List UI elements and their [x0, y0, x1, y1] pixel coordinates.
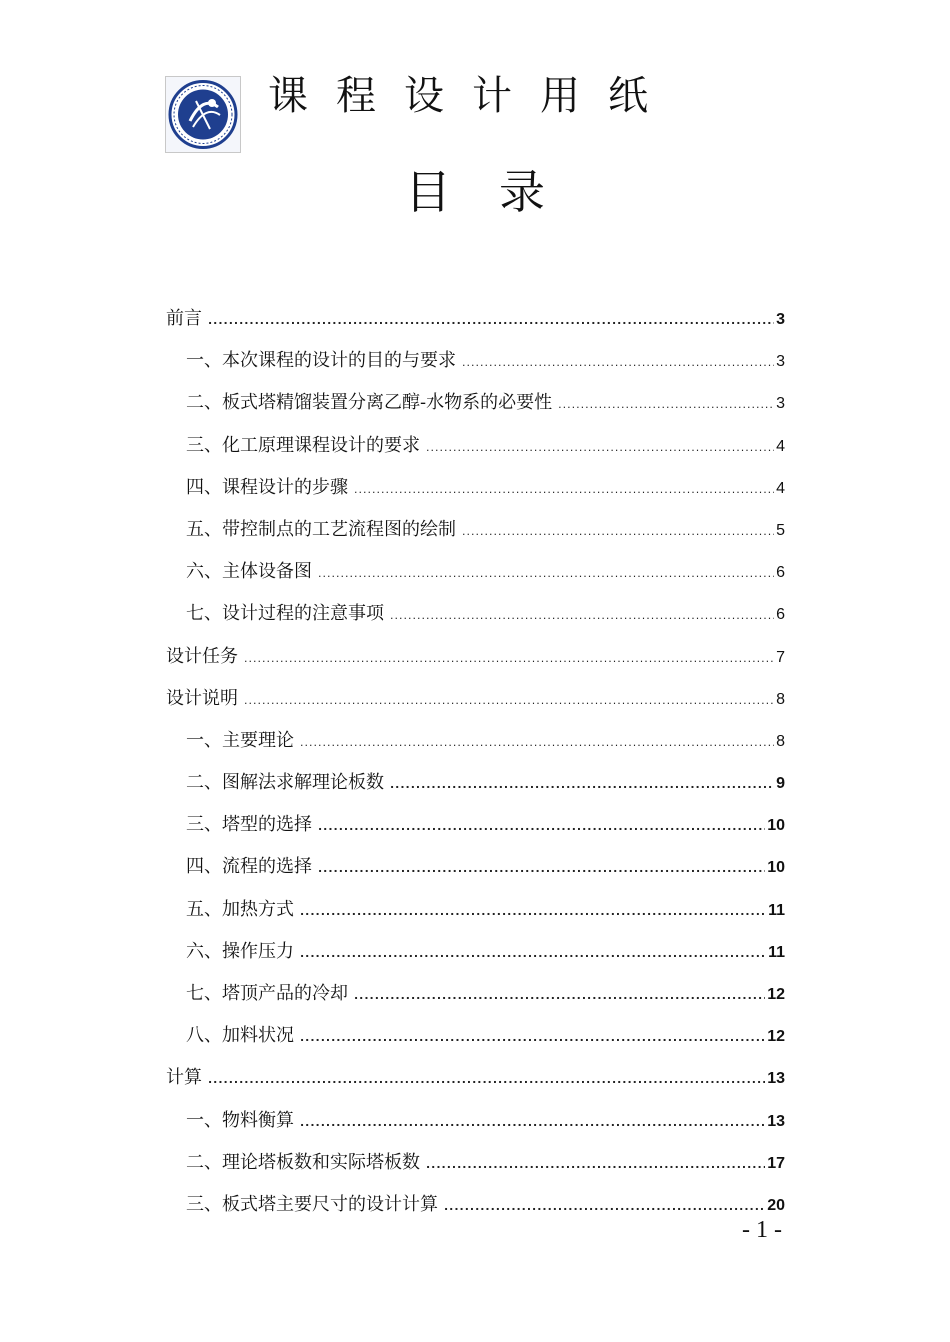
toc-entry-page: 17 [767, 1154, 785, 1172]
toc-entry-title: 八、加料状况 [186, 1025, 294, 1047]
toc-entry[interactable] [166, 425, 785, 467]
toc-leader-dots [462, 511, 774, 553]
toc-entry-title: 四、课程设计的步骤 [186, 476, 348, 498]
toc-entry-title: 五、带控制点的工艺流程图的绘制 [186, 518, 456, 540]
toc-entry-title: 三、塔型的选择 [186, 814, 312, 836]
toc-entry-title: 四、流程的选择 [186, 856, 312, 878]
toc-leader-dots [318, 553, 774, 595]
toc-entry[interactable] [166, 593, 785, 635]
toc-entry-title: 前言 [166, 308, 202, 329]
toc-entry[interactable] [166, 1184, 785, 1226]
toc-entry[interactable] [166, 931, 785, 973]
toc-leader-dots [558, 384, 774, 426]
toc-leader-dots [318, 806, 765, 848]
toc-leader-dots [208, 1059, 765, 1101]
paper-title: 课程设计用纸 [268, 73, 676, 119]
toc-entry-page: 20 [767, 1196, 785, 1214]
toc-entry-title: 三、化工原理课程设计的要求 [186, 434, 420, 456]
toc-entry-title: 二、图解法求解理论板数 [186, 772, 384, 794]
toc-entry-page: 10 [767, 817, 785, 835]
toc-leader-dots [354, 469, 774, 511]
toc-entry-title: 六、主体设备图 [186, 561, 312, 583]
toc-entry-page: 3 [776, 353, 785, 371]
toc-entry-title: 七、设计过程的注意事项 [186, 603, 384, 625]
toc-leader-dots [354, 975, 765, 1017]
toc-entry-page: 13 [767, 1112, 785, 1130]
toc-entry-title: 六、操作压力 [186, 940, 294, 962]
toc-entry-title: 七、塔顶产品的冷却 [186, 983, 348, 1004]
toc-entry-title: 一、物料衡算 [186, 1109, 294, 1131]
toc-leader-dots [300, 933, 766, 975]
toc-leader-dots [300, 722, 774, 764]
toc-leader-dots [244, 638, 774, 680]
toc-leader-dots [208, 300, 774, 342]
toc-entry[interactable] [166, 804, 785, 846]
toc-leader-dots [244, 680, 774, 722]
toc-entry-page: 3 [776, 395, 785, 413]
toc-entry[interactable] [166, 846, 785, 888]
toc-entry[interactable] [166, 382, 785, 424]
toc-entry-page: 7 [776, 648, 785, 666]
toc-leader-dots [426, 427, 774, 469]
toc-entry-title: 三、板式塔主要尺寸的设计计算 [186, 1193, 438, 1215]
toc-entry[interactable] [166, 551, 785, 593]
page-number: - 1 - [742, 1217, 782, 1243]
toc-entry-calculation[interactable] [166, 1057, 785, 1099]
toc-entry-page: 9 [776, 775, 785, 793]
page-header [0, 0, 950, 160]
toc-heading: 目录 [405, 165, 593, 219]
toc-leader-dots [318, 848, 765, 890]
toc-entry-title: 一、本次课程的设计的目的与要求 [186, 350, 456, 372]
toc-leader-dots [300, 891, 766, 933]
toc-entry-title: 二、板式塔精馏装置分离乙醇-水物系的必要性 [186, 392, 553, 414]
university-seal-icon [165, 76, 241, 153]
toc-entry[interactable] [166, 1142, 785, 1184]
toc-entry-page: 8 [776, 690, 785, 708]
toc-entry-page: 11 [768, 901, 785, 919]
toc-leader-dots [390, 595, 774, 637]
toc-entry[interactable] [166, 509, 785, 551]
toc-leader-dots [444, 1186, 765, 1228]
toc-leader-dots [462, 342, 774, 384]
toc-leader-dots [300, 1102, 765, 1144]
toc-entry-page: 4 [776, 479, 785, 497]
toc-entry-title: 设计任务 [166, 645, 238, 667]
toc-entry-page: 3 [776, 311, 785, 328]
toc-entry-design-notes[interactable] [166, 678, 785, 720]
toc-entry-page: 5 [776, 521, 785, 539]
toc-entry[interactable] [166, 1100, 785, 1142]
toc-entry-title: 一、主要理论 [186, 729, 294, 751]
toc-entry[interactable] [166, 889, 785, 931]
toc-entry-page: 6 [776, 564, 785, 582]
toc-leader-dots [426, 1144, 765, 1186]
toc-entry[interactable] [166, 762, 785, 804]
toc-entry[interactable] [166, 340, 785, 382]
toc-entry[interactable] [166, 973, 785, 1015]
toc-entry-page: 12 [767, 986, 785, 1003]
toc-entry-page: 6 [776, 606, 785, 624]
toc-entry[interactable] [166, 1015, 785, 1057]
toc-entry[interactable] [166, 467, 785, 509]
toc-entry-page: 13 [767, 1070, 785, 1088]
toc-leader-dots [300, 1017, 765, 1059]
toc-entry-foreword[interactable] [166, 298, 785, 340]
toc-entry-title: 设计说明 [166, 687, 238, 709]
toc-entry[interactable] [166, 720, 785, 762]
toc-entry-page: 11 [768, 943, 785, 961]
table-of-contents [166, 298, 785, 1226]
toc-entry-design-task[interactable] [166, 636, 785, 678]
toc-entry-page: 4 [776, 437, 785, 455]
toc-entry-page: 12 [767, 1028, 785, 1046]
toc-entry-title: 五、加热方式 [186, 898, 294, 920]
toc-entry-title: 计算 [166, 1067, 202, 1089]
toc-leader-dots [390, 764, 774, 806]
toc-entry-page: 8 [776, 732, 785, 750]
toc-entry-title: 二、理论塔板数和实际塔板数 [186, 1151, 420, 1173]
toc-entry-page: 10 [767, 859, 785, 877]
